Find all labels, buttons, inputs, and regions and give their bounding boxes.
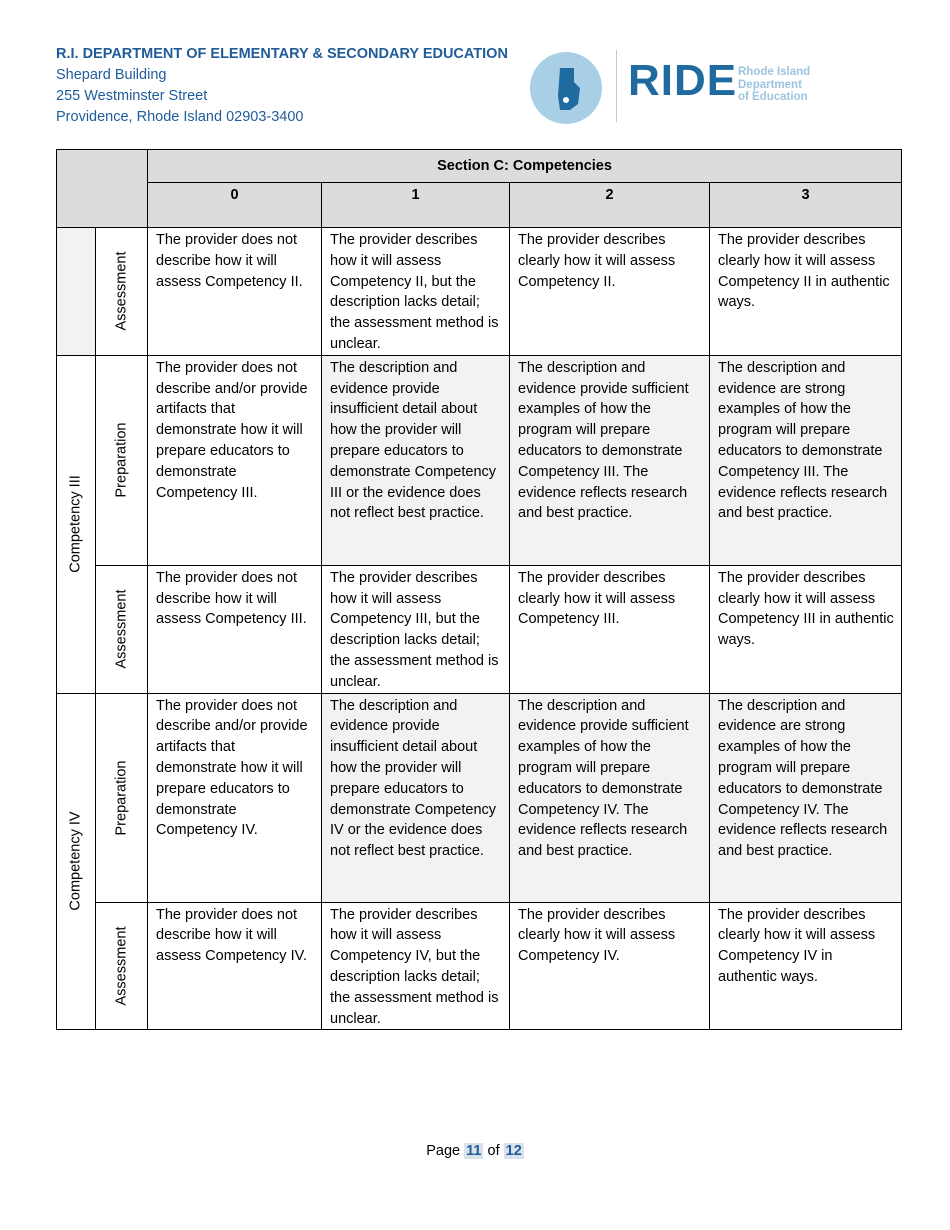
page-word: Page <box>426 1143 461 1159</box>
table-row <box>57 355 902 565</box>
rubric-cell: The provider describes clearly how it will assess Competency III. <box>510 565 710 693</box>
row-label-cell <box>96 355 148 565</box>
building-name: Shepard Building <box>56 67 167 83</box>
rubric-cell: The provider does not describe how it will assess Competency III. <box>148 565 322 693</box>
page-footer <box>0 1143 950 1159</box>
rubric-cell: The provider describes how it will assess Competency III, but the description lacks detail; the assessment method is unclear. <box>322 565 510 693</box>
rubric-cell: The description and evidence are strong examples of how the program will prepare educators to demonstrate Competency IV. The evidence reflects research and best practice. <box>710 693 902 902</box>
rubric-cell: The provider describes how it will assess Competency IV, but the description lacks detail; the assessment method is unclear. <box>322 902 510 1030</box>
table-row <box>57 902 902 1030</box>
rubric-cell: The description and evidence provide insufficient detail about how the provider will prepare educators to demonstrate Competency IV or the evidence does not reflect best practice. <box>322 693 510 902</box>
rubric-cell: The provider describes how it will assess Competency II, but the description lacks detail; the assessment method is unclear. <box>322 228 510 356</box>
rubric-cell: The provider does not describe and/or provide artifacts that demonstrate how it will prepare educators to demonstrate Competency III. <box>148 355 322 565</box>
table-row <box>57 693 902 902</box>
competencies-rubric-table <box>56 149 902 1030</box>
rubric-cell: The provider does not describe and/or provide artifacts that demonstrate how it will prepare educators to demonstrate Competency IV. <box>148 693 322 902</box>
row-label: Preparation <box>113 760 130 836</box>
rubric-cell: The provider describes clearly how it will assess Competency II. <box>510 228 710 356</box>
row-label: Preparation <box>113 422 130 498</box>
score-header-3: 3 <box>710 183 902 228</box>
section-title: Section C: Competencies <box>148 150 902 183</box>
rubric-cell: The description and evidence provide insufficient detail about how the provider will prepare educators to demonstrate Competency III or the evidence does not reflect best practice. <box>322 355 510 565</box>
rubric-cell: The provider describes clearly how it will assess Competency II in authentic ways. <box>710 228 902 356</box>
rubric-cell: The provider does not describe how it will assess Competency IV. <box>148 902 322 1030</box>
state-seal-icon <box>530 52 602 124</box>
table-row <box>57 228 902 356</box>
rubric-cell: The provider does not describe how it will assess Competency II. <box>148 228 322 356</box>
letterhead <box>56 44 508 128</box>
rubric-cell: The provider describes clearly how it will assess Competency IV in authentic ways. <box>710 902 902 1030</box>
row-label: Assessment <box>113 589 130 669</box>
rubric-cell: The description and evidence provide sufficient examples of how the program will prepare educators to demonstrate Competency III. The evidence reflects research and best practice. <box>510 355 710 565</box>
competency-ii-spacer <box>57 228 96 356</box>
rubric-cell: The provider describes clearly how it will assess Competency IV. <box>510 902 710 1030</box>
current-page-number: 11 <box>466 1143 482 1159</box>
row-label-cell <box>96 565 148 693</box>
score-header-0: 0 <box>148 183 322 228</box>
logo-subtitle: Rhode Island Department of Education <box>738 66 811 103</box>
department-name: R.I. DEPARTMENT OF ELEMENTARY & SECONDARY EDUCATION <box>56 46 508 62</box>
competency-iii-label: Competency III <box>67 475 84 573</box>
logo-divider <box>616 50 617 122</box>
row-label: Assessment <box>113 926 130 1006</box>
table-corner <box>57 150 148 228</box>
street-address: 255 Westminster Street <box>56 88 208 104</box>
of-word: of <box>487 1143 500 1159</box>
ride-logo <box>530 50 830 126</box>
competency-iii-label-cell <box>57 355 96 693</box>
table-row <box>57 565 902 693</box>
ride-wordmark: RIDE <box>628 56 738 105</box>
row-label-cell <box>96 693 148 902</box>
rubric-cell: The provider describes clearly how it will assess Competency III in authentic ways. <box>710 565 902 693</box>
row-label-cell <box>96 902 148 1030</box>
row-label-cell <box>96 228 148 356</box>
competency-iv-label: Competency IV <box>67 811 84 912</box>
score-header-2: 2 <box>510 183 710 228</box>
rubric-cell: The description and evidence are strong examples of how the program will prepare educators to demonstrate Competency III. The evidence reflects research and best practice. <box>710 355 902 565</box>
row-label: Assessment <box>113 251 130 331</box>
score-header-1: 1 <box>322 183 510 228</box>
total-pages-number: 12 <box>505 1143 522 1159</box>
rubric-cell: The description and evidence provide sufficient examples of how the program will prepare educators to demonstrate Competency IV. The evidence reflects research and best practice. <box>510 693 710 902</box>
city-address: Providence, Rhode Island 02903-3400 <box>56 109 304 125</box>
competency-iv-label-cell <box>57 693 96 1030</box>
